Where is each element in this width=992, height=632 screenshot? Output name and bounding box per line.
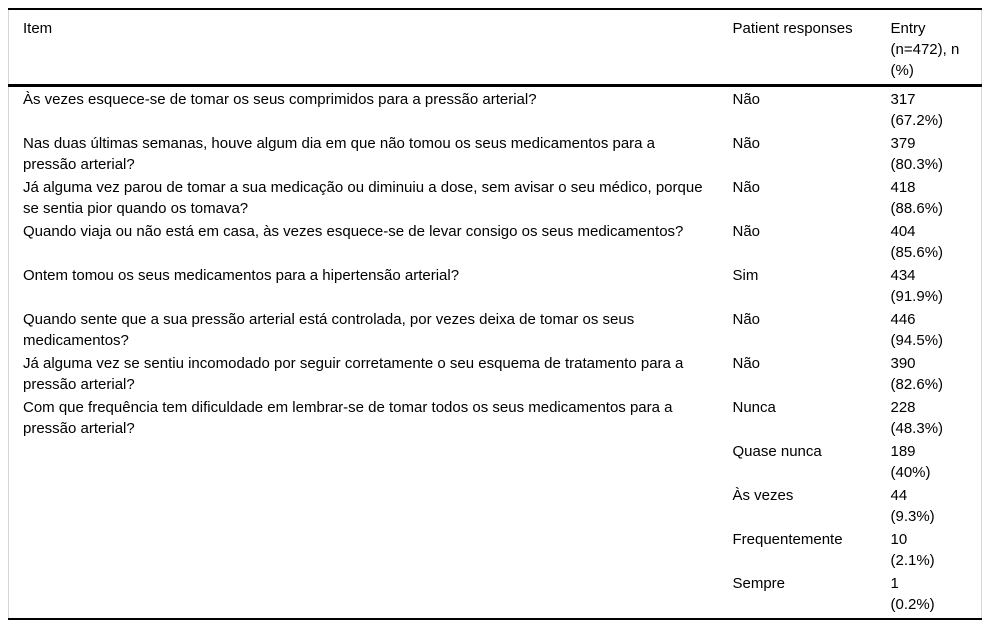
item-cell: Ontem tomou os seus medicamentos para a hipertensão arterial? (23, 266, 460, 284)
table-header (9, 9, 982, 85)
table-row (9, 439, 982, 483)
response-cell: Não (732, 178, 761, 196)
entry-count: 379 (890, 134, 916, 152)
entry-count: 390 (890, 354, 916, 372)
table-row (9, 307, 982, 351)
table-row (9, 527, 982, 571)
table-body (9, 85, 982, 619)
table-row (9, 263, 982, 307)
item-cell (9, 483, 733, 527)
item-cell (9, 527, 733, 571)
entry-cell (891, 85, 982, 131)
entry-percent: (91.9%) (890, 287, 944, 305)
item-cell: Quando viaja ou não está em casa, às vezes esquece-se de levar consigo os seus medicamentos? (23, 222, 684, 240)
entry-cell (891, 439, 982, 483)
entry-cell (891, 263, 982, 307)
response-cell: Não (732, 134, 761, 152)
entry-cell (891, 307, 982, 351)
entry-cell (891, 219, 982, 263)
entry-percent: (67.2%) (890, 111, 944, 129)
column-header-patient-responses: Patient responses (733, 9, 891, 85)
entry-count: 228 (890, 398, 916, 416)
entry-cell (891, 351, 982, 395)
response-cell: Quase nunca (732, 442, 822, 460)
entry-cell (891, 571, 982, 619)
table-row (9, 219, 982, 263)
entry-percent: (80.3%) (890, 155, 944, 173)
entry-percent: (9.3%) (890, 507, 935, 525)
response-cell: Não (732, 354, 761, 372)
response-cell: Não (732, 310, 761, 328)
table-row (9, 571, 982, 619)
entry-percent: (94.5%) (890, 331, 944, 349)
entry-cell (891, 527, 982, 571)
entry-count: 434 (890, 266, 916, 284)
entry-count: 10 (890, 530, 908, 548)
response-cell: Não (732, 222, 761, 240)
table-row (9, 175, 982, 219)
entry-percent: (48.3%) (890, 419, 944, 437)
adherence-table (8, 8, 982, 620)
item-cell: Às vezes esquece-se de tomar os seus comprimidos para a pressão arterial? (23, 90, 537, 108)
entry-count: 418 (890, 178, 916, 196)
entry-count: 404 (890, 222, 916, 240)
entry-cell (891, 175, 982, 219)
entry-cell (891, 131, 982, 175)
entry-percent: (82.6%) (890, 375, 944, 393)
entry-percent: (0.2%) (890, 595, 935, 613)
response-cell: Frequentemente (732, 530, 843, 548)
entry-count: 446 (890, 310, 916, 328)
table-row (9, 395, 982, 439)
column-header-entry: Entry (n=472), n (%) (891, 9, 982, 85)
item-cell: Nas duas últimas semanas, houve algum dia em que não tomou os seus medicamentos para a pressão arterial? (23, 134, 656, 173)
entry-count: 44 (890, 486, 908, 504)
table-row (9, 131, 982, 175)
entry-count: 317 (890, 90, 916, 108)
entry-percent: (2.1%) (890, 551, 935, 569)
item-cell (9, 439, 733, 483)
item-cell: Já alguma vez parou de tomar a sua medicação ou diminuiu a dose, sem avisar o seu médico, porque se sentia pior quando os tomava? (23, 178, 703, 217)
entry-count: 1 (890, 574, 899, 592)
table-row (9, 483, 982, 527)
response-cell: Sempre (732, 574, 786, 592)
item-cell (9, 571, 733, 619)
item-cell: Quando sente que a sua pressão arterial está controlada, por vezes deixa de tomar os seus medicamentos? (23, 310, 635, 349)
response-cell: Sim (732, 266, 759, 284)
entry-cell (891, 483, 982, 527)
entry-cell (891, 395, 982, 439)
response-cell: Nunca (732, 398, 776, 416)
entry-percent: (40%) (890, 463, 931, 481)
adherence-table-container (8, 8, 981, 620)
entry-count: 189 (890, 442, 916, 460)
header-row (9, 9, 982, 85)
item-cell: Com que frequência tem dificuldade em lembrar-se de tomar todos os seus medicamentos para a pressão arterial? (23, 398, 673, 437)
entry-percent: (88.6%) (890, 199, 944, 217)
response-cell: Às vezes (732, 486, 794, 504)
table-row (9, 85, 982, 131)
response-cell: Não (732, 90, 761, 108)
table-row (9, 351, 982, 395)
column-header-item: Item (9, 9, 733, 85)
item-cell: Já alguma vez se sentiu incomodado por seguir corretamente o seu esquema de tratamento para a pressão arterial? (23, 354, 684, 393)
entry-percent: (85.6%) (890, 243, 944, 261)
